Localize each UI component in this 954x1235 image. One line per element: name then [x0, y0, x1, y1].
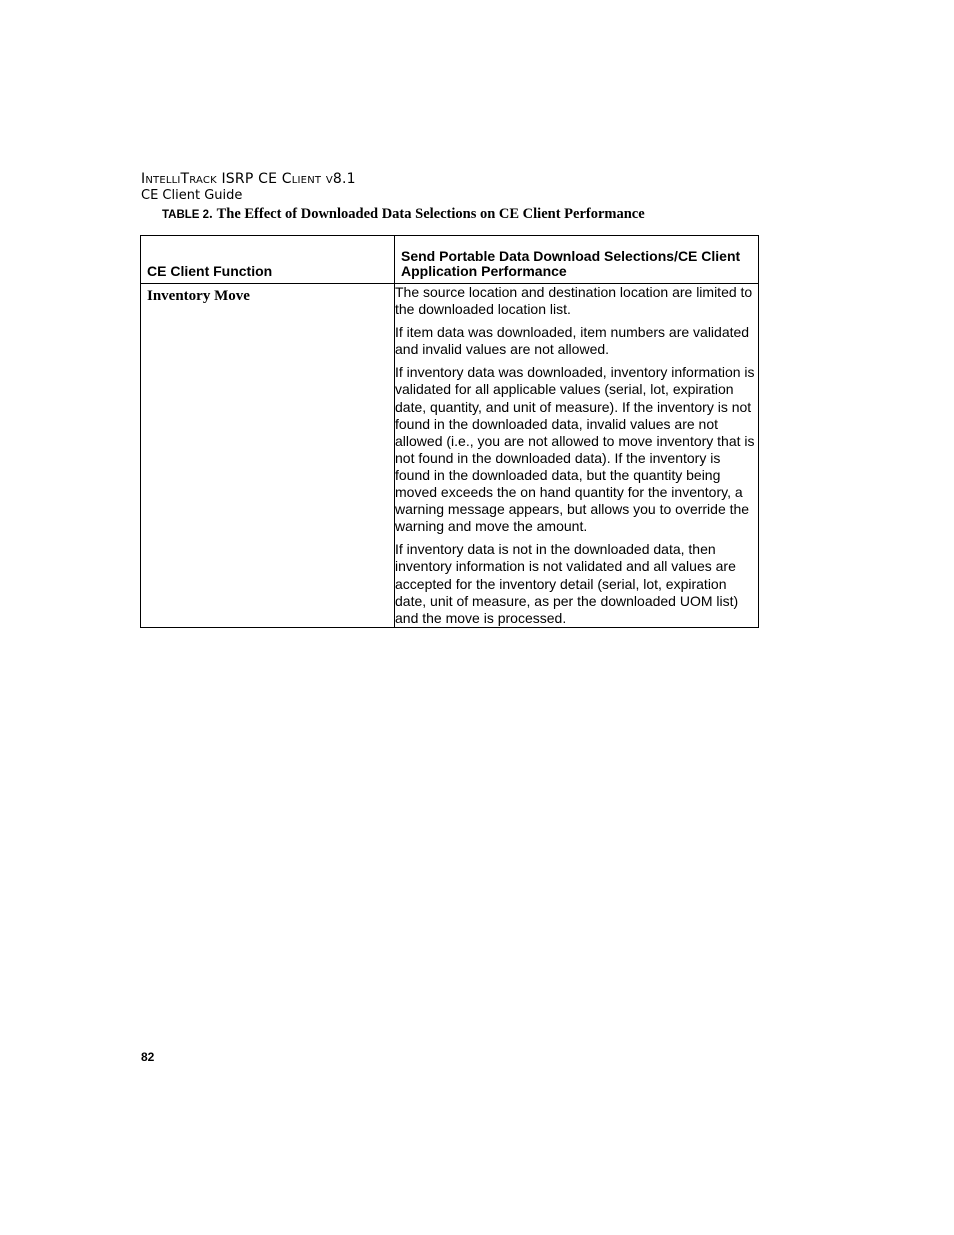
table-caption-label: TABLE 2 [162, 209, 210, 221]
column-header-performance-label: Send Portable Data Download Selections/CE Client Application Performance [401, 248, 741, 279]
table-caption-separator: . [209, 207, 213, 222]
description-paragraph: If item data was downloaded, item numbers are validated and invalid values are not allowed. [395, 324, 750, 358]
running-header-guide: CE Client Guide [141, 188, 243, 203]
description-cell [395, 284, 759, 628]
page-number: 82 [141, 1050, 155, 1064]
description-paragraph: If inventory data is not in the downloaded data, then inventory information is not validated and all values are accepted for the inventory detail (serial, lot, expiration date, unit of measure, as per the downloaded UOM list) and the move is processed. [395, 541, 739, 626]
table-caption-title: The Effect of Downloaded Data Selections on CE Client Performance [216, 206, 645, 222]
performance-table [140, 235, 759, 628]
description-paragraph: If inventory data was downloaded, inventory information is validated for all applicable values (serial, lot, expiration date, quantity, and unit of measure). If the inventory is not found in the downloaded data, invalid values are not allowed (i.e., you are not allowed to move inventory that is not found in the downloaded data). If the inventory is found in the downloaded data, but the quantity being moved exceeds the on hand quantity for the inventory, a warning message appears, but allows you to override the warning and move the amount. [395, 364, 755, 535]
column-header-function-label: CE Client Function [147, 263, 273, 279]
table-header-row [141, 236, 759, 284]
function-cell [141, 284, 395, 628]
table-row [141, 284, 759, 628]
column-header-performance [395, 236, 759, 284]
table-caption [162, 205, 645, 223]
running-header-product: IntelliTrack ISRP CE Client v8.1 [141, 171, 356, 187]
function-name: Inventory Move [147, 288, 250, 304]
description-paragraph: The source location and destination location are limited to the downloaded location list. [395, 284, 753, 318]
column-header-function [141, 236, 395, 284]
